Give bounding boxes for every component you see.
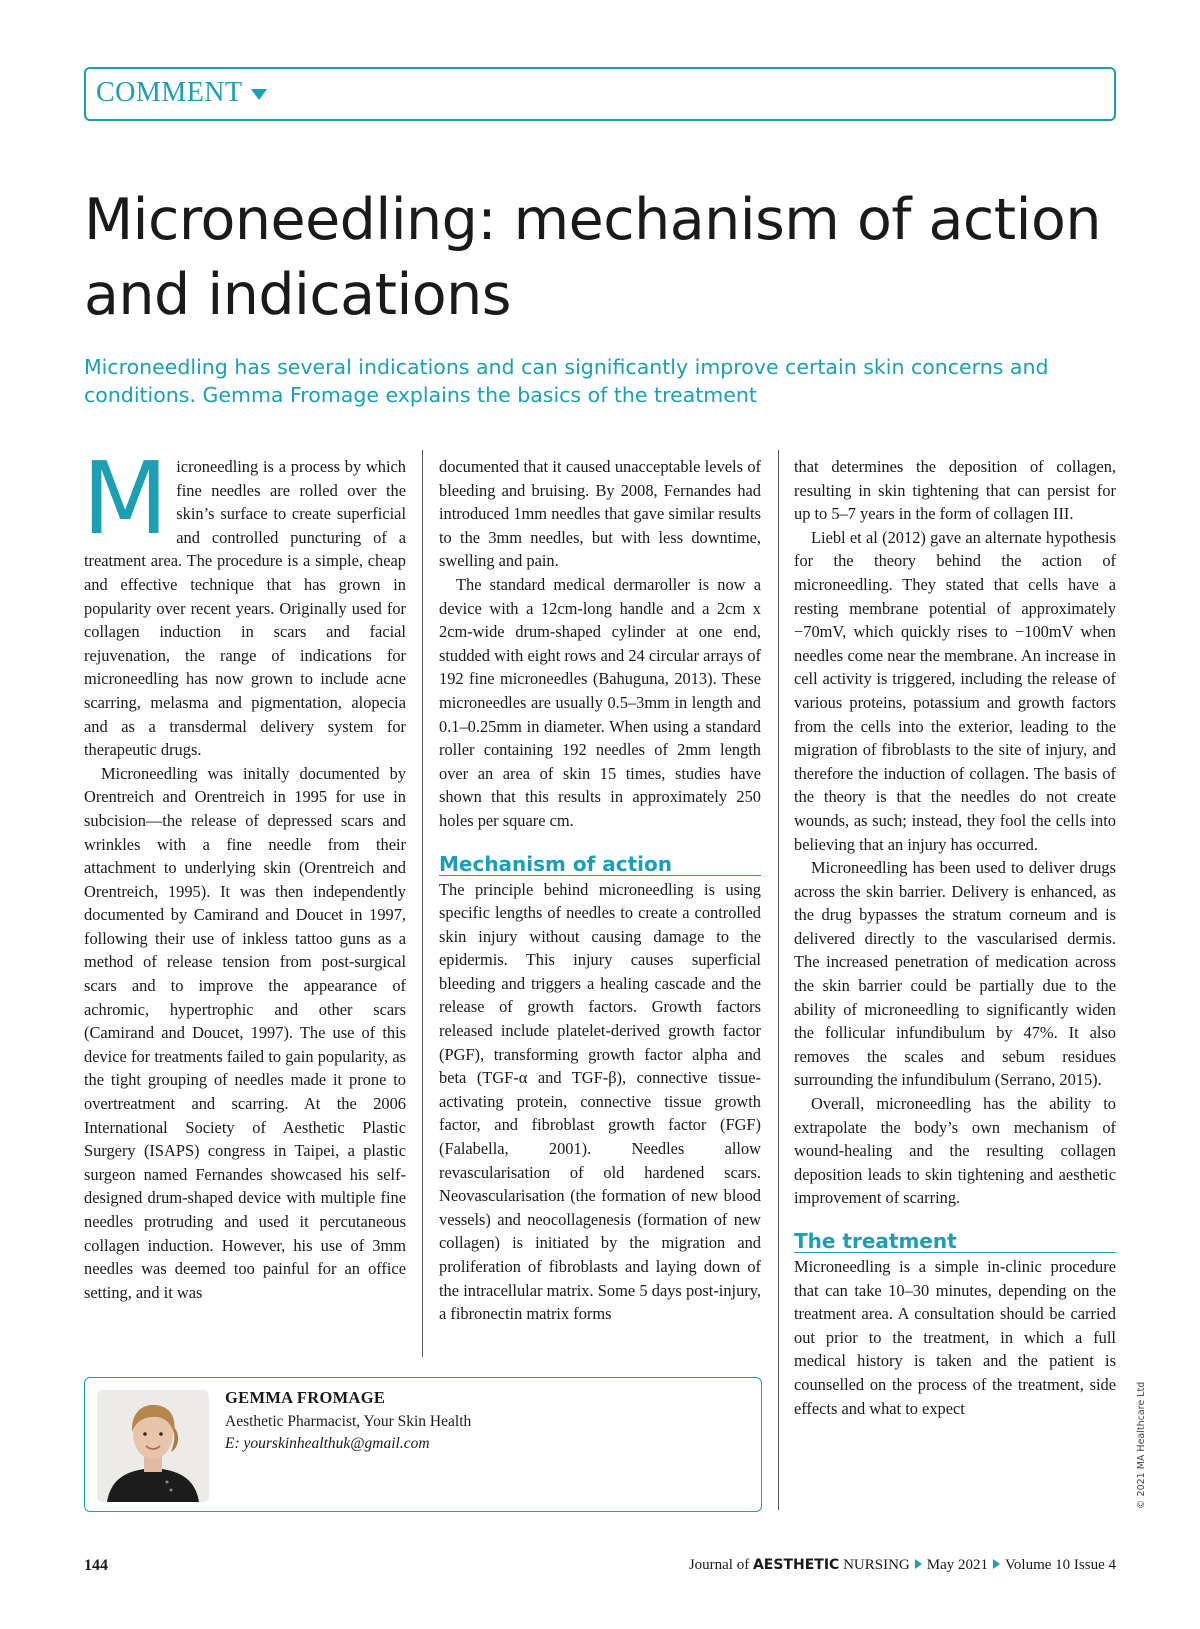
journal-footer: [689, 1557, 1116, 1574]
section-heading: Mechanism of action: [439, 847, 761, 876]
issue-volume: Volume 10 Issue 4: [1005, 1557, 1116, 1573]
article-column-1: [82, 440, 406, 1304]
paragraph: icroneedling is a process by which fine needles are rolled over the skin’s surface to create superficial and controlled puncturing of a treatment area. The procedure is a simple, cheap and effective technique that has grown in popularity over recent years. Originally used for collagen induction in scars and facial rejuvenation, the range of indications for microneedling has now grown to include acne scarring, melasma and pigmentation, alopecia and as a transdermal delivery system for therapeutic drugs.: [84, 457, 406, 760]
paragraph: Microneedling is a simple in-clinic procedure that can take 10–30 minutes, depending on the treatment area. A consultation should be carried out prior to the treatment, in which a full medical history is taken and the patient is counselled on the process of the treatment, side effects and what to expect: [794, 1257, 1116, 1418]
paragraph: The principle behind microneedling is using specific lengths of needles to create a controlled skin injury without causing damage to the epidermis. This injury causes superficial bleeding and triggers a healing cascade and the release of growth factors. Growth factors released include platelet-derived growth factor (PGF), transforming growth factor alpha and beta (TGF-α and TGF-β), connective tissue-activating protein, connective tissue growth factor, and fibroblast growth factor (FGF) (Falabella, 2001). Needles allow revascularisation of old hardened scars. Neovascularisation (the formation of new blood vessels) and neocollagenesis (formation of new collagen) is initiated by the migration and proliferation of fibroblasts and laying down of the intracellular matrix. Some 5 days post-injury, a fibronectin matrix forms: [439, 879, 761, 1324]
paragraph: Microneedling has been used to deliver drugs across the skin barrier. Delivery is enhanced, as the drug bypasses the stratum corneum and is delivered directly to the vascularised dermis. The increased penetration of medication across the skin barrier could be partially due to the ability of microneedling to significantly widen the follicular infundibulum by 47%. It also removes the scales and sebum residues surrounding the infundibulum (Serrano, 2015).: [794, 858, 1116, 1090]
author-portrait-icon: [97, 1390, 209, 1502]
journal-name-suffix: NURSING: [839, 1557, 910, 1573]
author-role: Aesthetic Pharmacist, Your Skin Health: [225, 1413, 472, 1430]
triangle-down-icon: [251, 89, 267, 100]
section-heading: The treatment: [794, 1224, 1116, 1253]
section-label-text: COMMENT: [96, 77, 243, 108]
copyright-notice: © 2021 MA Healthcare Ltd: [1136, 1381, 1147, 1509]
article-column-3: [794, 455, 1116, 1420]
author-photo: [97, 1390, 209, 1502]
article-column-2: [439, 455, 761, 1326]
author-name: GEMMA FROMAGE: [225, 1388, 386, 1407]
author-box: [84, 1377, 762, 1512]
paragraph: Microneedling was initally documented by Orentreich and Orentreich in 1995 for use in subcision—the release of depressed scars and wrinkles with a fine needle from their attachment to underlying skin (Orentreich and Orentreich, 1995). It was then independently documented by Camirand and Doucet in 1997, following their use of inkless tattoo guns as a method of release tension from post-surgical scars and to improve the appearance of achromic, hypertrophic and other scars (Camirand and Doucet, 1997). The use of this device for treatments failed to gain popularity, as the tight grouping of needles made it prone to overtreatment and scarring. At the 2006 International Society of Aesthetic Plastic Surgery (ISAPS) congress in Taipei, a plastic surgeon named Fernandes showcased his self-designed drum-shaped device with multiple fine needles protruding and used it percutaneous collagen induction. However, his use of 3mm needles was deemed too painful for an office setting, and it was: [84, 763, 406, 1302]
paragraph: Liebl et al (2012) gave an alternate hypothesis for the theory behind the action of microneedling. They stated that cells have a resting membrane potential of approximately −70mV, which quickly rises to −100mV when needles come near the membrane. An increase in cell activity is triggered, including the release of various proteins, potassium and growth factors from the cells into the exterior, leading to the migration of fibroblasts to the site of injury, and therefore the induction of collagen. The basis of the theory is that the needles do not create wounds, as such; instead, they fool the cells into believing that an injury has occurred.: [794, 527, 1116, 854]
paragraph: Overall, microneedling has the ability to extrapolate the body’s own mechanism of wound-healing and the resulting collagen deposition leads to skin tightening and aesthetic improvement of scarring.: [794, 1094, 1116, 1208]
journal-name-prefix: Journal of: [688, 1557, 753, 1573]
paragraph: The standard medical dermaroller is now a device with a 12cm-long handle and a 2cm x 2cm-wide drum-shaped cylinder at one end, studded with eight rows and 24 circular arrays of 192 fine microneedles (Bahuguna, 2013). These microneedles are usually 0.5–3mm in length and 0.1–0.25mm in diameter. When using a standard roller containing 192 needles of 2mm length over an area of skin 15 times, studies have shown that this results in approximately 250 holes per square cm.: [439, 574, 761, 830]
author-email: E: yourskinhealthuk@gmail.com: [225, 1435, 430, 1452]
triangle-right-icon: [915, 1559, 922, 1569]
paragraph: documented that it caused unacceptable levels of bleeding and bruising. By 2008, Fernandes had introduced 1mm needles that gave similar results to the 3mm needles, but with less downtime, swelling and pain.: [439, 457, 761, 571]
article-title: Microneedling: mechanism of action and indications: [84, 187, 1101, 328]
drop-cap: M: [82, 440, 169, 557]
section-header-box: [84, 67, 1116, 121]
triangle-right-icon: [993, 1559, 1000, 1569]
column-divider: [778, 450, 779, 1510]
article-standfirst: Microneedling has several indications and can significantly improve certain skin concerns and conditions. Gemma Fromage explains the basics of the treatment: [84, 355, 1049, 407]
paragraph: that determines the deposition of collagen, resulting in skin tightening that can persist for up to 5–7 years in the form of collagen III.: [794, 457, 1116, 524]
section-label: [96, 77, 267, 109]
page-number: 144: [84, 1557, 108, 1574]
issue-date: May 2021: [926, 1557, 989, 1573]
column-divider: [422, 450, 423, 1357]
journal-name-bold: AESTHETIC: [752, 1557, 840, 1573]
